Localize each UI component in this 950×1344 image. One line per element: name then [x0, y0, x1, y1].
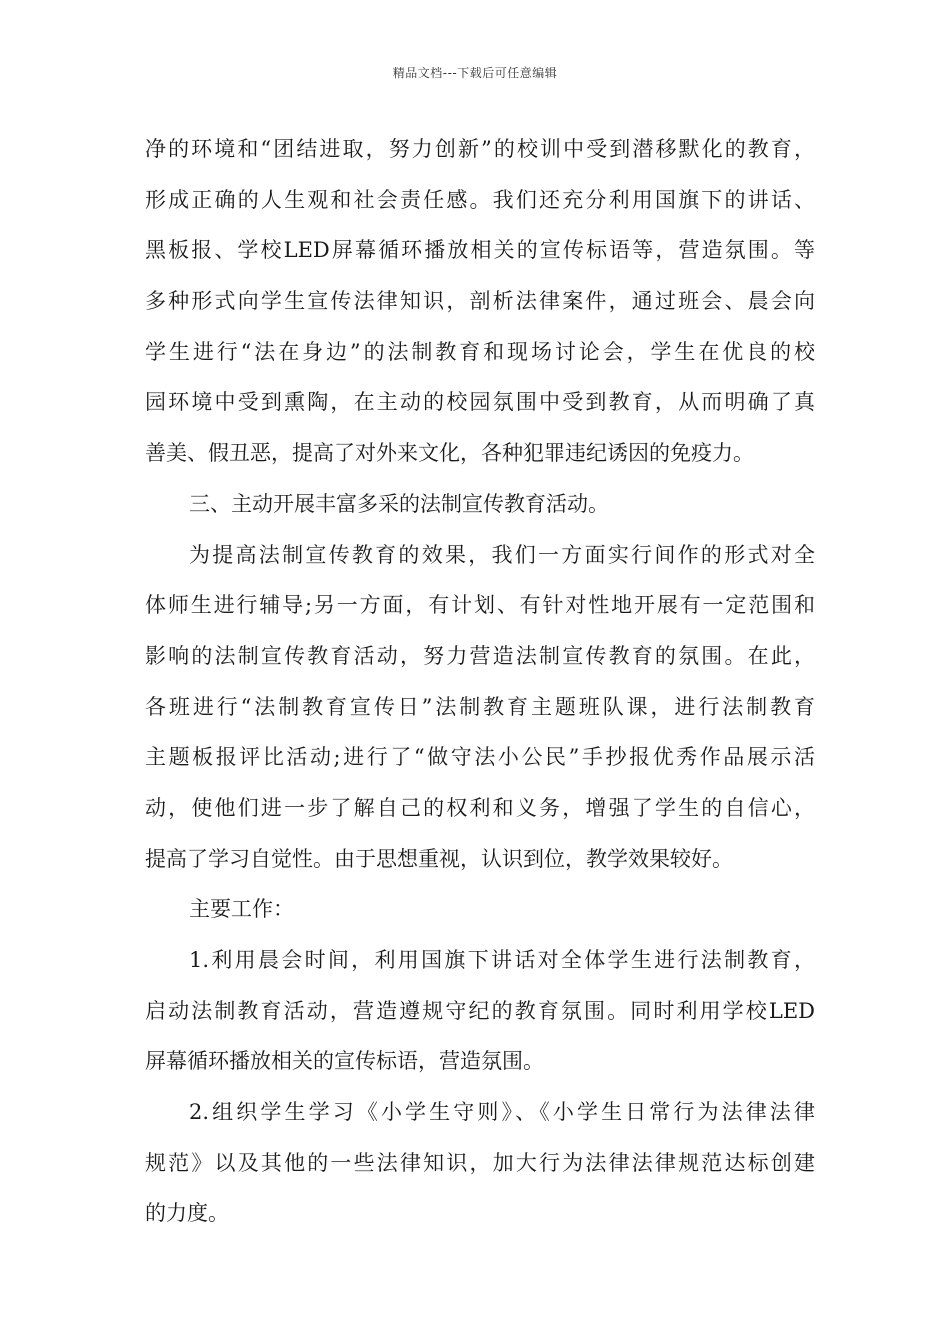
text-line: 1.利用晨会时间，利用国旗下讲话对全体学生进行法制教育，: [189, 948, 815, 972]
text-line: 启动法制教育活动，营造遵规守纪的教育氛围。同时利用学校LED: [145, 998, 815, 1023]
text-line: 规范》以及其他的一些法律知识，加大行为法律法律规范达标创建: [145, 1150, 815, 1175]
text-line: 学生进行“法在身边”的法制教育和现场讨论会，学生在优良的校: [145, 339, 815, 364]
text-line: 善美、假丑恶，提高了对外来文化，各种犯罪违纪诱因的免疫力。: [145, 441, 754, 466]
text-line: 提高了学习自觉性。由于思想重视，认识到位，教学效果较好。: [145, 846, 733, 871]
text-line: 主要工作：: [189, 897, 294, 922]
text-line: 影响的法制宣传教育活动，努力营造法制宣传教育的氛围。在此，: [145, 643, 815, 668]
text-line: 净的环境和“团结进取，努力创新”的校训中受到潜移默化的教育，: [145, 137, 815, 161]
text-line: 屏幕循环播放相关的宣传标语，营造氛围。: [145, 1049, 544, 1074]
text-line: 动，使他们进一步了解自己的权利和义务，增强了学生的自信心，: [145, 795, 815, 820]
text-line: 黑板报、学校LED屏幕循环播放相关的宣传标语等，营造氛围。等: [145, 238, 815, 263]
text-line: 园环境中受到熏陶，在主动的校园氛围中受到教育，从而明确了真: [145, 390, 815, 415]
text-line: 主题板报评比活动;进行了“做守法小公民”手抄报优秀作品展示活: [145, 745, 815, 770]
text-line: 多种形式向学生宣传法律知识，剖析法律案件，通过班会、晨会向: [145, 289, 815, 314]
page-header: 精品文档---下载后可任意编辑: [392, 66, 558, 80]
text-line: 各班进行“法制教育宣传日”法制教育主题班队课，进行法制教育: [145, 694, 815, 719]
text-line: 形成正确的人生观和社会责任感。我们还充分利用国旗下的讲话、: [145, 187, 815, 212]
text-line: 三、主动开展丰富多采的法制宣传教育活动。: [189, 491, 609, 516]
text-line: 的力度。: [145, 1201, 229, 1226]
text-line: 为提高法制宣传教育的效果，我们一方面实行间作的形式对全: [189, 542, 815, 567]
text-line: 体师生进行辅导;另一方面，有计划、有针对性地开展有一定范围和: [145, 593, 815, 618]
text-line: 2.组织学生学习《小学生守则》、《小学生日常行为法律法律: [189, 1100, 815, 1125]
body-text: [145, 124, 815, 1239]
